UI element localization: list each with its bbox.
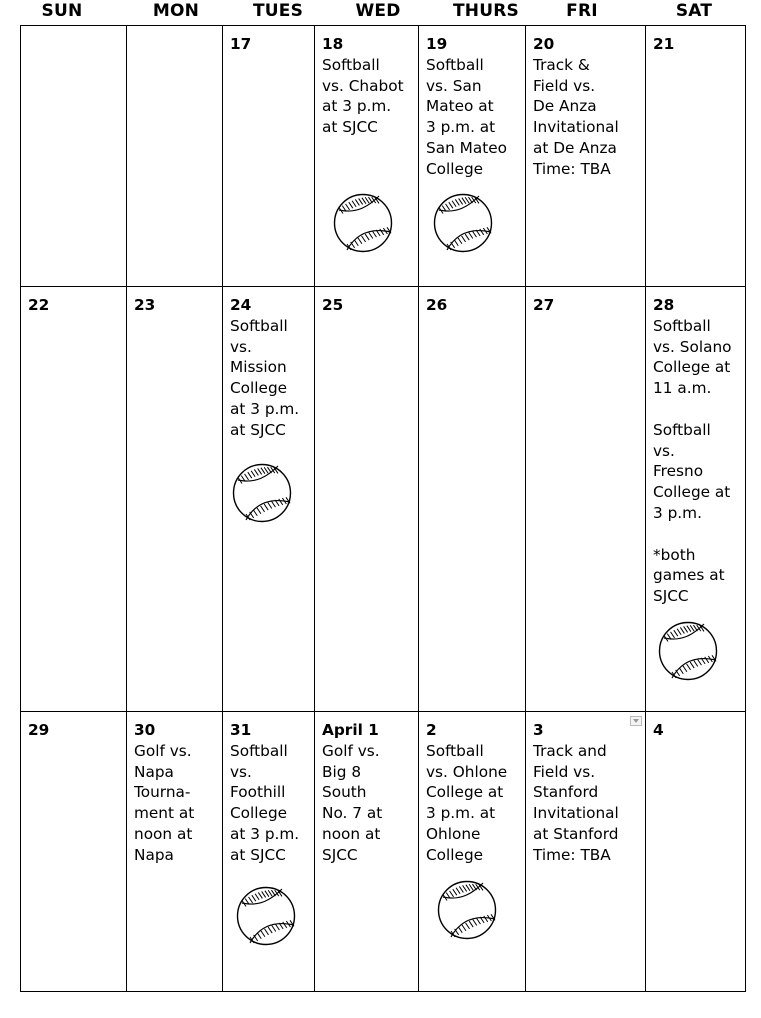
day-number: 26 [426,296,448,314]
week-row [21,26,746,287]
day-cell[interactable] [526,287,646,712]
day-cell[interactable] [315,712,419,992]
day-cell[interactable] [315,287,419,712]
day-cell[interactable] [21,26,127,287]
event-text: Softball vs. Solano College at 11 a.m. Softball vs. Fresno College at 3 p.m. *both games at SJCC [653,316,732,606]
event-text: Golf vs. Napa Tourna- ment at noon at Napa [134,741,195,864]
day-number: 24 [230,296,252,314]
day-number: 29 [28,721,50,739]
softball-icon [658,620,718,682]
softball-icon [236,885,296,947]
event-text: Softball vs. San Mateo at 3 p.m. at San Mateo College [426,55,507,178]
day-number: 4 [653,721,664,739]
event-text: Track and Field vs. Stanford Invitational at Stanford Time: TBA [533,741,619,864]
day-cell[interactable] [223,712,315,992]
day-cell[interactable] [526,712,646,992]
day-cell[interactable] [127,712,223,992]
day-cell[interactable] [646,26,746,287]
day-number: 20 [533,35,555,53]
weekday-header-wed: WED [355,1,401,21]
weekday-header-sat: SAT [675,1,713,21]
day-number: 30 [134,721,156,739]
day-cell[interactable] [419,26,526,287]
day-number: 2 [426,721,437,739]
softball-icon [433,192,493,254]
event-text: Softball vs. Mission College at 3 p.m. at SJCC [230,316,300,439]
day-number: 18 [322,35,344,53]
day-number: 27 [533,296,555,314]
event-text: Softball vs. Ohlone College at 3 p.m. at Ohlone College [426,741,508,864]
day-cell[interactable] [127,26,223,287]
day-cell[interactable] [315,26,419,287]
day-cell[interactable] [21,287,127,712]
weekday-header-mon: MON [152,1,200,21]
day-number: 22 [28,296,50,314]
week-row [21,287,746,712]
day-number: 17 [230,35,252,53]
weekday-header-fri: FRI [566,1,598,21]
day-cell[interactable] [419,712,526,992]
weekday-header-thurs: THURS [453,1,519,21]
day-cell[interactable] [646,287,746,712]
day-cell[interactable] [646,712,746,992]
day-number: April 1 [322,721,379,739]
day-number: 28 [653,296,675,314]
week-row [21,712,746,992]
day-cell[interactable] [526,26,646,287]
day-cell[interactable] [223,287,315,712]
day-cell[interactable] [419,287,526,712]
calendar-grid [20,25,746,992]
weekday-header-tues: TUES [252,1,304,21]
event-text: Softball vs. Chabot at 3 p.m. at SJCC [322,55,404,137]
day-number: 3 [533,721,544,739]
day-cell[interactable] [127,287,223,712]
day-cell[interactable] [223,26,315,287]
day-number: 21 [653,35,675,53]
day-number: 25 [322,296,344,314]
softball-icon [232,462,292,524]
day-number: 19 [426,35,448,53]
day-number: 23 [134,296,156,314]
event-text: Track & Field vs. De Anza Invitational at De Anza Time: TBA [533,55,619,178]
event-text: Golf vs. Big 8 South No. 7 at noon at SJCC [322,741,383,864]
dropdown-arrow-icon[interactable] [630,716,642,726]
event-text: Softball vs. Foothill College at 3 p.m. at SJCC [230,741,300,864]
day-number: 31 [230,721,252,739]
weekday-header-sun: SUN [41,1,83,21]
softball-icon [333,192,393,254]
day-cell[interactable] [21,712,127,992]
softball-icon [437,879,497,941]
